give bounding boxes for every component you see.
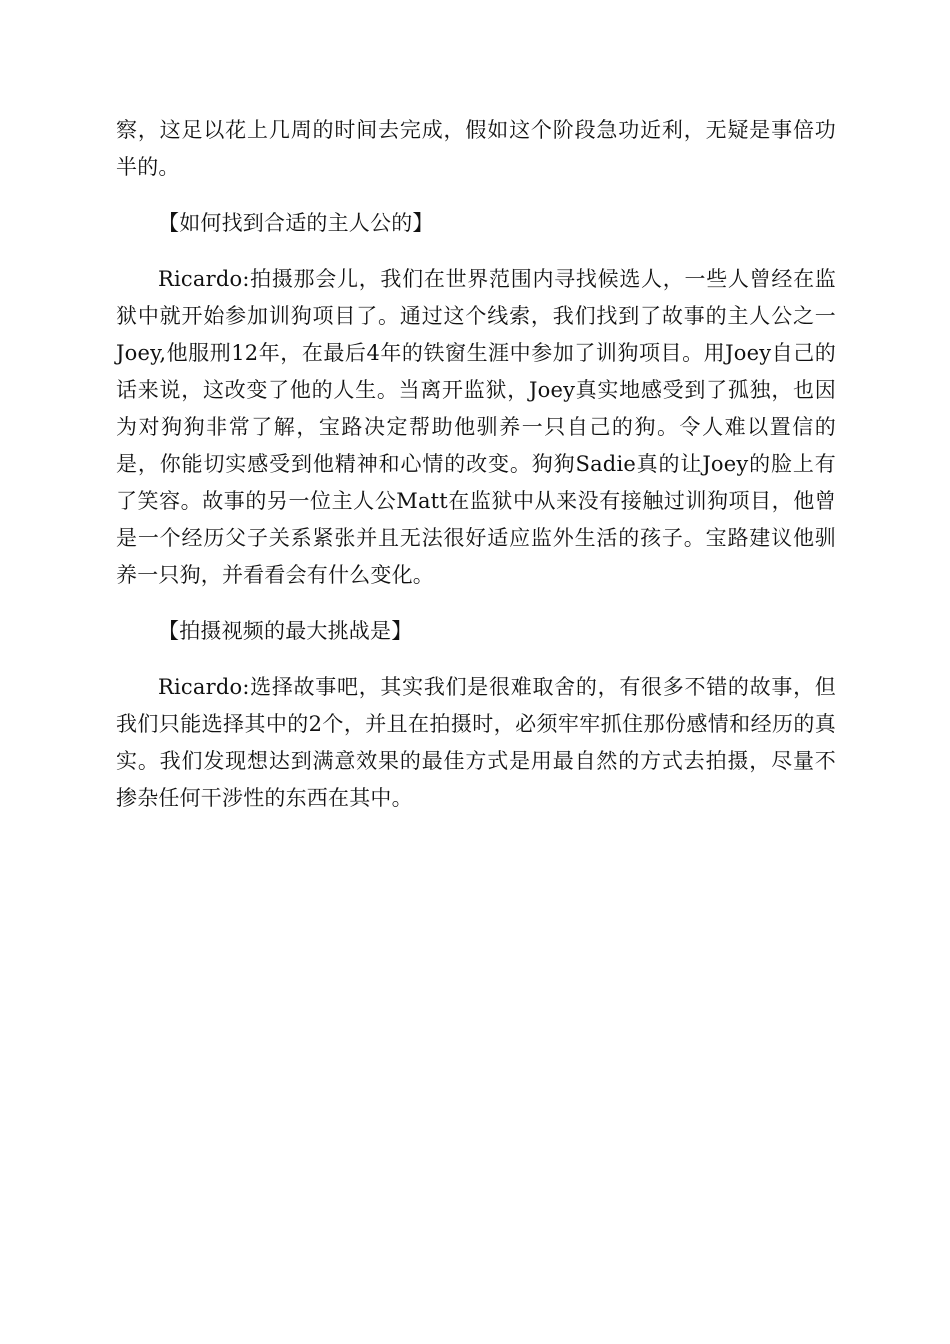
section-heading-challenge: 【拍摄视频的最大挑战是】 [158,619,413,643]
section-heading-protagonist: 【如何找到合适的主人公的】 [158,211,434,235]
section-body-challenge: Ricardo:选择故事吧，其实我们是很难取舍的，有很多不错的故事，但我们只能选择其中的2个，并且在拍摄时，必须牢牢抓住那份感情和经历的真实。我们发现想达到满意效果的最佳方式是用最自然的方式去拍摄，尽量不掺杂任何干涉性的东西在其中。 [116,675,836,810]
continuation-paragraph: 察，这足以花上几周的时间去完成，假如这个阶段急功近利，无疑是事倍功半的。 [116,118,836,179]
document-body [116,112,836,836]
section-body-protagonist: Ricardo:拍摄那会儿，我们在世界范围内寻找候选人，一些人曾经在监狱中就开始参加训狗项目了。通过这个线索，我们找到了故事的主人公之一Joey,他服刑12年，在最后4年的铁窗生涯中参加了训狗项目。用Joey自己的话来说，这改变了他的人生。当离开监狱，Joey真实地感受到了孤独，也因为对狗狗非常了解，宝路决定帮助他驯养一只自己的狗。令人难以置信的是，你能切实感受到他精神和心情的改变。狗狗Sadie真的让Joey的脸上有了笑容。故事的另一位主人公Matt在监狱中从来没有接触过训狗项目，他曾是一个经历父子关系紧张并且无法很好适应监外生活的孩子。宝路建议他驯养一只狗，并看看会有什么变化。 [116,267,836,587]
